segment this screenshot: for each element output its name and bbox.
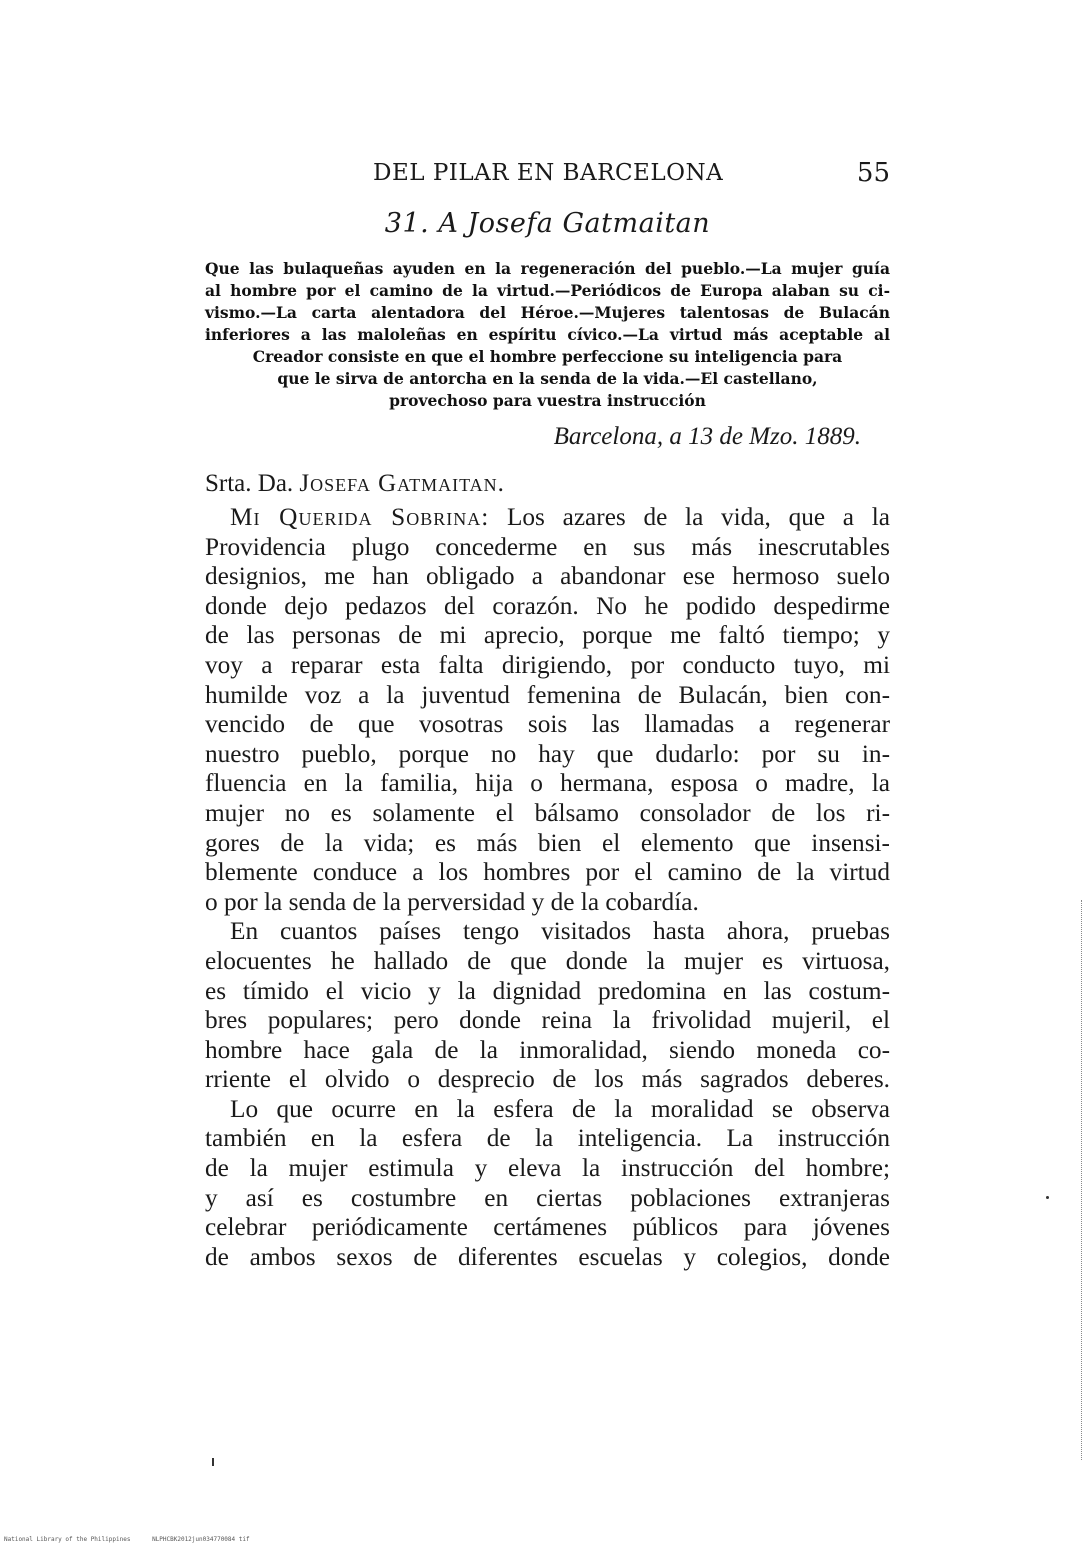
body-line-text: Los azares de la vida, que a la xyxy=(489,503,890,531)
body-line: de ambos sexos de diferentes escuelas y colegios, donde xyxy=(205,1242,890,1271)
body-line: fluencia en la familia, hija o hermana, esposa o madre, la xyxy=(205,769,890,798)
letter-summary xyxy=(205,258,890,412)
letter-title: 31. A Josefa Gatmaitan xyxy=(384,208,711,239)
letter-body xyxy=(205,503,890,1272)
body-line: donde dejo pedazos del corazón. No he podido despedirme xyxy=(205,591,890,620)
greeting: Mi Querida Sobrina: xyxy=(230,503,490,531)
salutation-prefix: Srta. Da. xyxy=(205,470,300,497)
scan-edge-artifact xyxy=(1081,900,1084,1460)
body-line: gores de la vida; es más bien el elemento que insensi- xyxy=(205,828,890,857)
recipient-name: Josefa Gatmaitan. xyxy=(299,470,505,497)
body-line: mujer no es solamente el bálsamo consolador de los ri- xyxy=(205,798,890,827)
running-title: DEL PILAR EN BARCELONA xyxy=(373,160,724,186)
body-line: nuestro pueblo, porque no hay que dudarlo: por su in- xyxy=(205,739,890,768)
summary-line: Creador consiste en que el hombre perfeccione su inteligencia para xyxy=(252,347,843,366)
body-line: designios, me han obligado a abandonar ese hermoso suelo xyxy=(205,562,890,591)
summary-line: provechoso para vuestra instrucción xyxy=(389,391,706,410)
body-line: Providencia plugo concederme en sus más inescrutables xyxy=(205,532,890,561)
body-line: elocuentes he hallado de que donde la mujer es virtuosa, xyxy=(205,946,890,975)
running-head xyxy=(205,160,890,192)
body-line xyxy=(205,503,890,533)
body-line: es tímido el vicio y la dignidad predomina en las costum- xyxy=(205,976,890,1005)
body-line: blemente conduce a los hombres por el camino de la virtud xyxy=(205,858,890,887)
body-line: vencido de que vosotras sois las llamadas a regenerar xyxy=(205,710,890,739)
salutation xyxy=(205,470,890,498)
body-line: Lo que ocurre en la esfera de la moralidad se observa xyxy=(230,1094,890,1123)
summary-line: Que las bulaqueñas ayuden en la regeneración del pueblo.—La mujer guía xyxy=(205,259,890,278)
body-line: también en la esfera de la inteligencia. La instrucción xyxy=(205,1124,890,1153)
scan-footer xyxy=(4,1536,304,1543)
scan-file-id: NLPHCBK2012jun034770084 tif xyxy=(152,1536,250,1543)
summary-line: al hombre por el camino de la virtud.—Periódicos de Europa alaban su ci- xyxy=(205,281,890,300)
body-line: y así es costumbre en ciertas poblaciones extranjeras xyxy=(205,1183,890,1212)
body-line: celebrar periódicamente certámenes públicos para jóvenes xyxy=(205,1213,890,1242)
scan-speck xyxy=(212,1458,214,1466)
body-line: En cuantos países tengo visitados hasta ahora, pruebas xyxy=(230,917,890,946)
body-line: o por la senda de la perversidad y de la cobardía. xyxy=(205,887,699,916)
summary-line: que le sirva de antorcha en la senda de la vida.—El castellano, xyxy=(277,369,818,388)
body-line: hombre hace gala de la inmoralidad, siendo moneda co- xyxy=(205,1035,890,1064)
library-credit: National Library of the Philippines xyxy=(4,1536,131,1543)
body-line: humilde voz a la juventud femenina de Bulacán, bien con- xyxy=(205,680,890,709)
summary-line: inferiores a las maloleñas en espíritu cívico.—La virtud más aceptable al xyxy=(205,325,890,344)
body-line: voy a reparar esta falta dirigiendo, por conducto tuyo, mi xyxy=(205,650,890,679)
body-line: rriente el olvido o desprecio de los más sagrados deberes. xyxy=(205,1065,890,1094)
body-line: bres populares; pero donde reina la frivolidad mujeril, el xyxy=(205,1006,890,1035)
body-line: de la mujer estimula y eleva la instrucción del hombre; xyxy=(205,1154,890,1183)
dateline: Barcelona, a 13 de Mzo. 1889. xyxy=(553,423,861,450)
summary-line: vismo.—La carta alentadora del Héroe.—Mujeres talentosas de Bulacán xyxy=(205,303,890,322)
scan-speck xyxy=(1046,1196,1049,1199)
page-number: 55 xyxy=(856,158,890,188)
body-line: de las personas de mi aprecio, porque me faltó tiempo; y xyxy=(205,621,890,650)
